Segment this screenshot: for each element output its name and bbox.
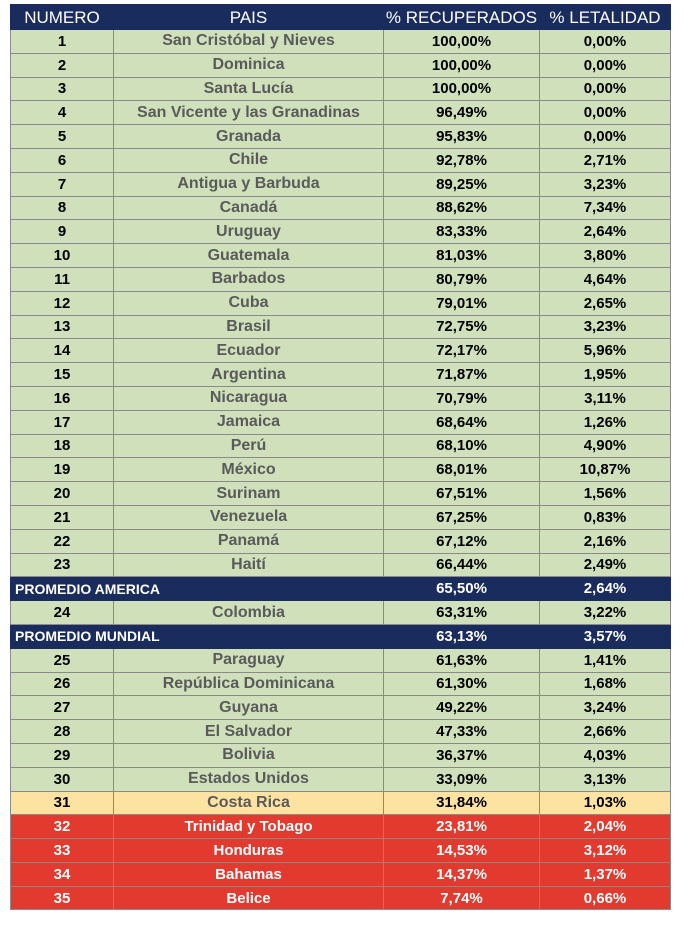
cell-recuperados[interactable]: 81,03%: [384, 244, 540, 268]
table-row: [11, 839, 671, 863]
table-row: [11, 291, 671, 315]
cell-letalidad[interactable]: 1,03%: [540, 791, 671, 815]
cell-letalidad[interactable]: 2,65%: [540, 291, 671, 315]
cell-pais[interactable]: Estados Unidos: [114, 767, 384, 791]
cell-letalidad[interactable]: 0,00%: [540, 125, 671, 149]
cell-numero[interactable]: 21: [11, 505, 114, 529]
cell-numero[interactable]: 26: [11, 672, 114, 696]
cell-pais[interactable]: Cuba: [114, 291, 384, 315]
cell-recuperados[interactable]: 23,81%: [384, 815, 540, 839]
cell-numero[interactable]: 18: [11, 434, 114, 458]
cell-numero[interactable]: 19: [11, 458, 114, 482]
cell-letalidad[interactable]: 1,68%: [540, 672, 671, 696]
cell-numero[interactable]: 10: [11, 244, 114, 268]
cell-numero[interactable]: 17: [11, 410, 114, 434]
cell-recuperados[interactable]: 7,74%: [384, 886, 540, 910]
table-body: [11, 5, 671, 910]
table-row: [11, 505, 671, 529]
table-row: [11, 434, 671, 458]
cell-pais[interactable]: Trinidad y Tobago: [114, 815, 384, 839]
table-row: [11, 172, 671, 196]
cell-letalidad[interactable]: 1,56%: [540, 482, 671, 506]
cell-recuperados[interactable]: 63,13%: [384, 624, 540, 648]
cell-numero[interactable]: 34: [11, 862, 114, 886]
cell-pais[interactable]: Bahamas: [114, 862, 384, 886]
cell-pais[interactable]: San Cristóbal y Nieves: [114, 30, 384, 54]
table-row: [11, 672, 671, 696]
cell-pais[interactable]: Paraguay: [114, 648, 384, 672]
header-letalidad[interactable]: % LETALIDAD: [540, 5, 671, 30]
cell-pais[interactable]: Brasil: [114, 315, 384, 339]
header-pais[interactable]: PAIS: [114, 5, 384, 30]
cell-numero[interactable]: 20: [11, 482, 114, 506]
cell-numero[interactable]: 3: [11, 77, 114, 101]
cell-letalidad[interactable]: 0,00%: [540, 77, 671, 101]
table-row: [11, 196, 671, 220]
header-row: [11, 5, 671, 30]
cell-recuperados[interactable]: 49,22%: [384, 696, 540, 720]
cell-letalidad[interactable]: 10,87%: [540, 458, 671, 482]
table-row: [11, 648, 671, 672]
cell-recuperados[interactable]: 67,51%: [384, 482, 540, 506]
cell-pais[interactable]: Guyana: [114, 696, 384, 720]
cell-recuperados[interactable]: 88,62%: [384, 196, 540, 220]
cell-recuperados[interactable]: 100,00%: [384, 30, 540, 54]
cell-letalidad[interactable]: 3,22%: [540, 601, 671, 625]
table-row: [11, 482, 671, 506]
table-row: [11, 743, 671, 767]
cell-recuperados[interactable]: 100,00%: [384, 77, 540, 101]
cell-recuperados[interactable]: 83,33%: [384, 220, 540, 244]
cell-pais[interactable]: República Dominicana: [114, 672, 384, 696]
cell-pais[interactable]: Bolivia: [114, 743, 384, 767]
cell-pais[interactable]: Chile: [114, 148, 384, 172]
cell-pais[interactable]: Colombia: [114, 601, 384, 625]
cell-pais[interactable]: Barbados: [114, 267, 384, 291]
table-row: [11, 267, 671, 291]
table-row: [11, 53, 671, 77]
cell-letalidad[interactable]: 3,23%: [540, 172, 671, 196]
cell-letalidad[interactable]: 0,00%: [540, 30, 671, 54]
cell-recuperados[interactable]: 68,64%: [384, 410, 540, 434]
cell-numero[interactable]: 4: [11, 101, 114, 125]
cell-recuperados[interactable]: 96,49%: [384, 101, 540, 125]
cell-recuperados[interactable]: 65,50%: [384, 577, 540, 601]
cell-letalidad[interactable]: 3,13%: [540, 767, 671, 791]
cell-letalidad[interactable]: 1,26%: [540, 410, 671, 434]
promedio-america-row: [11, 577, 671, 601]
header-numero[interactable]: NUMERO: [11, 5, 114, 30]
table-row: [11, 410, 671, 434]
cell-letalidad[interactable]: 1,37%: [540, 862, 671, 886]
cell-numero[interactable]: 27: [11, 696, 114, 720]
table-row: [11, 339, 671, 363]
cell-numero[interactable]: 25: [11, 648, 114, 672]
cell-letalidad[interactable]: 1,95%: [540, 363, 671, 387]
cell-letalidad[interactable]: 2,66%: [540, 720, 671, 744]
cell-numero[interactable]: 5: [11, 125, 114, 149]
cell-numero[interactable]: 32: [11, 815, 114, 839]
cell-recuperados[interactable]: 61,63%: [384, 648, 540, 672]
cell-recuperados[interactable]: 71,87%: [384, 363, 540, 387]
cell-pais[interactable]: México: [114, 458, 384, 482]
cell-recuperados[interactable]: 100,00%: [384, 53, 540, 77]
cell-numero[interactable]: 7: [11, 172, 114, 196]
cell-letalidad[interactable]: 2,49%: [540, 553, 671, 577]
cell-letalidad[interactable]: 0,66%: [540, 886, 671, 910]
cell-letalidad[interactable]: 5,96%: [540, 339, 671, 363]
cell-pais[interactable]: Haití: [114, 553, 384, 577]
cell-recuperados[interactable]: 68,10%: [384, 434, 540, 458]
average-label[interactable]: PROMEDIO AMERICA: [11, 577, 384, 601]
cell-letalidad[interactable]: 2,16%: [540, 529, 671, 553]
cell-numero[interactable]: 8: [11, 196, 114, 220]
cell-numero[interactable]: 15: [11, 363, 114, 387]
table-row: [11, 529, 671, 553]
average-label[interactable]: PROMEDIO MUNDIAL: [11, 624, 384, 648]
cell-letalidad[interactable]: 2,64%: [540, 577, 671, 601]
cell-recuperados[interactable]: 80,79%: [384, 267, 540, 291]
cell-pais[interactable]: Ecuador: [114, 339, 384, 363]
cell-letalidad[interactable]: 1,41%: [540, 648, 671, 672]
cell-recuperados[interactable]: 89,25%: [384, 172, 540, 196]
cell-pais[interactable]: Honduras: [114, 839, 384, 863]
cell-pais[interactable]: Venezuela: [114, 505, 384, 529]
cell-recuperados[interactable]: 67,25%: [384, 505, 540, 529]
table-row: [11, 315, 671, 339]
cell-letalidad[interactable]: 3,24%: [540, 696, 671, 720]
cell-letalidad[interactable]: 2,04%: [540, 815, 671, 839]
cell-recuperados[interactable]: 66,44%: [384, 553, 540, 577]
cell-pais[interactable]: Panamá: [114, 529, 384, 553]
cell-numero[interactable]: 2: [11, 53, 114, 77]
cell-recuperados[interactable]: 14,37%: [384, 862, 540, 886]
table-row: [11, 148, 671, 172]
cell-numero[interactable]: 28: [11, 720, 114, 744]
cell-letalidad[interactable]: 2,64%: [540, 220, 671, 244]
table-row: [11, 553, 671, 577]
cell-pais[interactable]: El Salvador: [114, 720, 384, 744]
cell-pais[interactable]: San Vicente y las Granadinas: [114, 101, 384, 125]
table-row: [11, 696, 671, 720]
cell-numero[interactable]: 12: [11, 291, 114, 315]
table-row: [11, 791, 671, 815]
cell-pais[interactable]: Granada: [114, 125, 384, 149]
cell-letalidad[interactable]: 4,03%: [540, 743, 671, 767]
cell-pais[interactable]: Perú: [114, 434, 384, 458]
cell-recuperados[interactable]: 70,79%: [384, 386, 540, 410]
cell-numero[interactable]: 30: [11, 767, 114, 791]
table-row: [11, 862, 671, 886]
cell-numero[interactable]: 9: [11, 220, 114, 244]
data-table: [10, 4, 671, 910]
cell-recuperados[interactable]: 79,01%: [384, 291, 540, 315]
cell-pais[interactable]: Jamaica: [114, 410, 384, 434]
cell-pais[interactable]: Surinam: [114, 482, 384, 506]
cell-recuperados[interactable]: 63,31%: [384, 601, 540, 625]
table-row: [11, 125, 671, 149]
cell-recuperados[interactable]: 68,01%: [384, 458, 540, 482]
cell-numero[interactable]: 23: [11, 553, 114, 577]
cell-pais[interactable]: Santa Lucía: [114, 77, 384, 101]
cell-recuperados[interactable]: 72,17%: [384, 339, 540, 363]
cell-pais[interactable]: Dominica: [114, 53, 384, 77]
cell-recuperados[interactable]: 61,30%: [384, 672, 540, 696]
cell-pais[interactable]: Antigua y Barbuda: [114, 172, 384, 196]
table-row: [11, 77, 671, 101]
table-row: [11, 767, 671, 791]
cell-numero[interactable]: 31: [11, 791, 114, 815]
table-row: [11, 244, 671, 268]
cell-letalidad[interactable]: 3,23%: [540, 315, 671, 339]
cell-recuperados[interactable]: 95,83%: [384, 125, 540, 149]
cell-letalidad[interactable]: 3,11%: [540, 386, 671, 410]
cell-numero[interactable]: 1: [11, 30, 114, 54]
cell-letalidad[interactable]: 0,00%: [540, 53, 671, 77]
cell-letalidad[interactable]: 2,71%: [540, 148, 671, 172]
cell-letalidad[interactable]: 7,34%: [540, 196, 671, 220]
cell-recuperados[interactable]: 36,37%: [384, 743, 540, 767]
cell-pais[interactable]: Canadá: [114, 196, 384, 220]
cell-pais[interactable]: Belice: [114, 886, 384, 910]
table-row: [11, 386, 671, 410]
cell-recuperados[interactable]: 14,53%: [384, 839, 540, 863]
promedio-mundial-row: [11, 624, 671, 648]
cell-pais[interactable]: Uruguay: [114, 220, 384, 244]
cell-numero[interactable]: 16: [11, 386, 114, 410]
cell-numero[interactable]: 24: [11, 601, 114, 625]
cell-recuperados[interactable]: 67,12%: [384, 529, 540, 553]
cell-recuperados[interactable]: 31,84%: [384, 791, 540, 815]
table-row: [11, 886, 671, 910]
cell-letalidad[interactable]: 0,83%: [540, 505, 671, 529]
cell-numero[interactable]: 6: [11, 148, 114, 172]
cell-numero[interactable]: 35: [11, 886, 114, 910]
table-row: [11, 720, 671, 744]
cell-letalidad[interactable]: 4,64%: [540, 267, 671, 291]
cell-letalidad[interactable]: 3,57%: [540, 624, 671, 648]
cell-numero[interactable]: 22: [11, 529, 114, 553]
header-recuperados[interactable]: % RECUPERADOS: [384, 5, 540, 30]
table-row: [11, 458, 671, 482]
table-row: [11, 601, 671, 625]
cell-pais[interactable]: Argentina: [114, 363, 384, 387]
table-row: [11, 220, 671, 244]
cell-numero[interactable]: 11: [11, 267, 114, 291]
cell-recuperados[interactable]: 33,09%: [384, 767, 540, 791]
cell-pais[interactable]: Nicaragua: [114, 386, 384, 410]
cell-pais[interactable]: Guatemala: [114, 244, 384, 268]
cell-recuperados[interactable]: 47,33%: [384, 720, 540, 744]
table-row: [11, 30, 671, 54]
cell-pais[interactable]: Costa Rica: [114, 791, 384, 815]
cell-numero[interactable]: 33: [11, 839, 114, 863]
table-row: [11, 101, 671, 125]
cell-numero[interactable]: 29: [11, 743, 114, 767]
cell-letalidad[interactable]: 3,80%: [540, 244, 671, 268]
table-row: [11, 363, 671, 387]
cell-letalidad[interactable]: 4,90%: [540, 434, 671, 458]
cell-recuperados[interactable]: 92,78%: [384, 148, 540, 172]
cell-numero[interactable]: 14: [11, 339, 114, 363]
cell-recuperados[interactable]: 72,75%: [384, 315, 540, 339]
cell-letalidad[interactable]: 3,12%: [540, 839, 671, 863]
table-row: [11, 815, 671, 839]
cell-letalidad[interactable]: 0,00%: [540, 101, 671, 125]
cell-numero[interactable]: 13: [11, 315, 114, 339]
